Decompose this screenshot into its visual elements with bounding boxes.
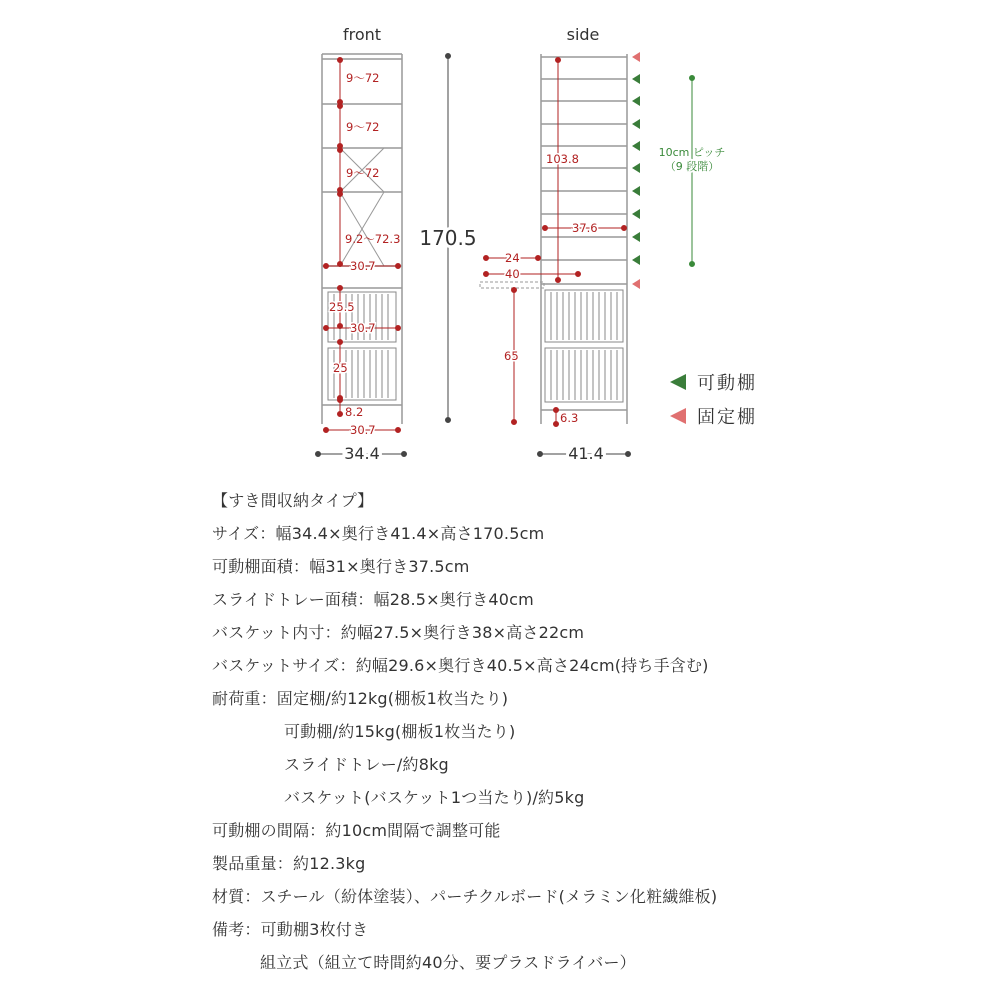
movable-shelf-marker (632, 186, 640, 196)
spec-title: 【すき間収納タイプ】 (212, 491, 374, 510)
spec-size: サイズ：幅34.4×奥行き41.4×高さ170.5cm (212, 524, 545, 543)
total-width-label: 34.4 (344, 444, 380, 463)
side-tray-height: 65 (504, 349, 519, 363)
front-gap-2: 9～72 (346, 120, 380, 134)
movable-shelf-marker (632, 232, 640, 242)
spec-shelf-area: 可動棚面積：幅31×奥行き37.5cm (212, 557, 470, 576)
front-bottom-width: 30.7 (350, 423, 376, 437)
side-view-label: side (566, 25, 600, 44)
front-basket-width: 30.7 (350, 321, 376, 335)
total-height-label: 170.5 (419, 226, 477, 250)
spec-load-tray: スライドトレー/約8kg (284, 755, 449, 774)
legend-movable-icon (670, 374, 686, 390)
side-basket-upper (545, 290, 623, 342)
legend-fixed-icon (670, 408, 686, 424)
front-basket-lower-height: 25 (333, 361, 348, 375)
spec-load-movable: 可動棚/約15kg(棚板1枚当たり) (284, 722, 516, 741)
spec-notes: 備考：可動棚3枚付き (212, 920, 369, 939)
front-basket-upper-height: 25.5 (329, 300, 355, 314)
slide-tray-extended (480, 282, 544, 288)
spec-assembly: 組立式（組立て時間約40分、要プラスドライバー） (260, 953, 636, 972)
front-lower-gap: 9.2～72.3 (345, 232, 401, 246)
pitch-note-line2: （9 段階） (664, 160, 720, 173)
front-bottom-clearance: 8.2 (345, 405, 364, 419)
movable-shelf-marker (632, 209, 640, 219)
side-tray-offset: 24 (505, 251, 520, 265)
spec-load-basket: バスケット(バスケット1つ当たり)/約5kg (284, 788, 585, 807)
dimension-diagram (0, 0, 1000, 470)
movable-shelf-marker (632, 141, 640, 151)
spec-tray-area: スライドトレー面積：幅28.5×奥行き40cm (212, 590, 534, 609)
spec-load-fixed: 耐荷重：固定棚/約12kg(棚板1枚当たり) (212, 689, 509, 708)
side-basket-lower (545, 348, 623, 402)
movable-shelf-marker (632, 96, 640, 106)
spec-weight: 製品重量：約12.3kg (212, 854, 366, 873)
fixed-shelf-marker (632, 279, 640, 289)
movable-shelf-marker (632, 163, 640, 173)
spec-shelf-interval: 可動棚の間隔：約10cm間隔で調整可能 (212, 821, 501, 840)
front-gap-3: 9～72 (346, 166, 380, 180)
legend-fixed-label: 固定棚 (697, 407, 757, 428)
shelf-markers (632, 52, 640, 289)
fixed-shelf-marker (632, 52, 640, 62)
movable-shelf-marker (632, 119, 640, 129)
front-gap-1: 9～72 (346, 71, 380, 85)
legend (670, 373, 757, 428)
movable-shelf-marker (632, 255, 640, 265)
side-bottom-clearance: 6.3 (560, 411, 579, 425)
side-shelf-depth: 37.6 (572, 221, 598, 235)
side-tray-depth: 40 (505, 267, 520, 281)
front-shelf-width: 30.7 (350, 259, 376, 273)
spec-basket-size: バスケットサイズ：約幅29.6×奥行き40.5×高さ24cm(持ち手含む) (212, 656, 709, 675)
side-frame (541, 54, 627, 424)
spec-basket-inner: バスケット内寸：約幅27.5×奥行き38×高さ22cm (212, 623, 585, 642)
legend-movable-label: 可動棚 (697, 373, 757, 394)
front-view-label: front (342, 25, 382, 44)
pitch-note-line1: 10cm ピッチ (658, 146, 726, 159)
spec-material: 材質：スチール（紛体塗装）、パーチクルボード(メラミン化粧繊維板) (212, 887, 718, 906)
side-upper-height: 103.8 (546, 152, 579, 166)
total-depth-label: 41.4 (568, 444, 604, 463)
movable-shelf-marker (632, 74, 640, 84)
